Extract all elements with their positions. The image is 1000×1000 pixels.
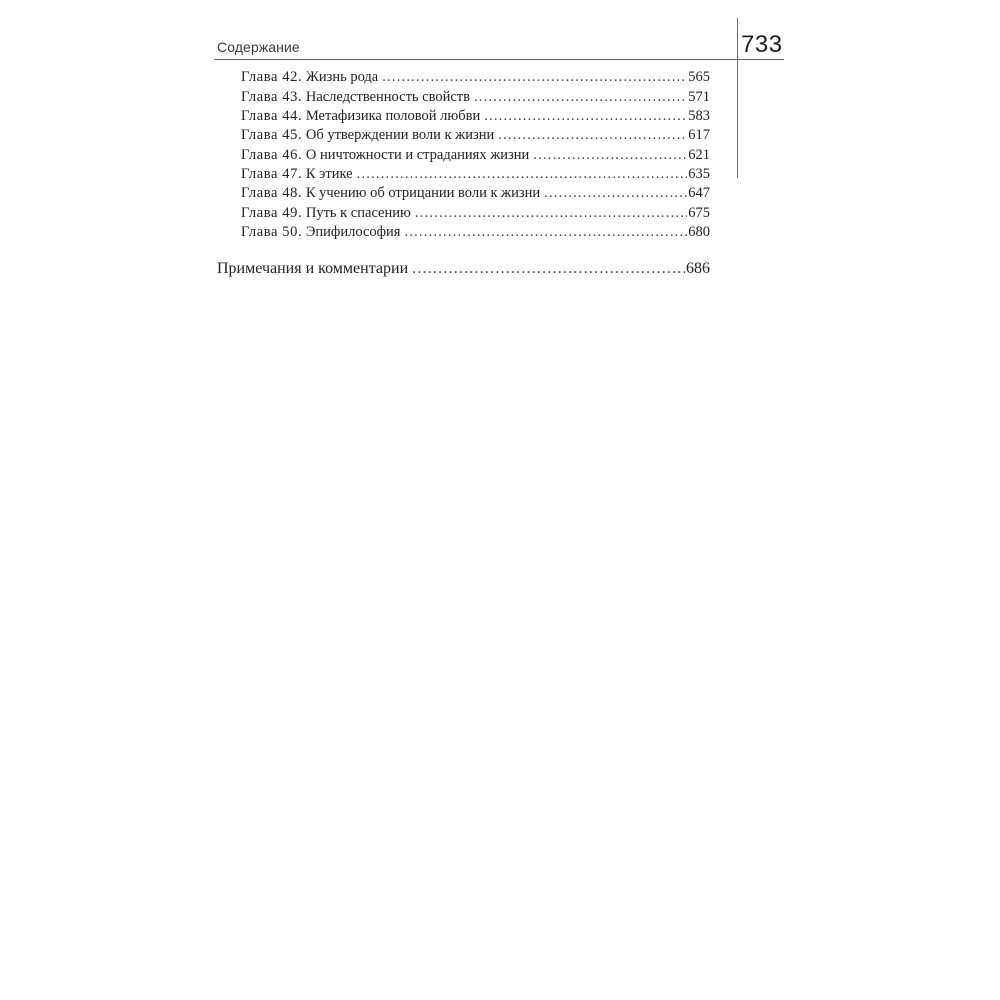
toc-entry-title: Жизнь рода bbox=[305, 69, 379, 85]
toc-entry-page: 680 bbox=[688, 224, 710, 240]
toc-entry-title: Метафизика половой любви bbox=[305, 108, 481, 124]
toc-entry-chapter-number: Глава 49. bbox=[241, 205, 303, 221]
toc-dot-leader bbox=[484, 108, 687, 125]
toc-entry-page: 686 bbox=[686, 260, 710, 277]
toc-entry-notes bbox=[217, 260, 710, 282]
toc-entry-chapter-50 bbox=[241, 224, 710, 243]
toc-entry-page: 583 bbox=[688, 108, 710, 124]
toc-entry-chapter-number: Глава 50. bbox=[241, 224, 303, 240]
toc-entry-chapter-number: Глава 48. bbox=[241, 185, 303, 201]
toc-dot-leader bbox=[382, 69, 687, 86]
toc-entry-chapter-46 bbox=[241, 147, 710, 166]
toc-dot-leader bbox=[498, 127, 687, 144]
running-head-section-title: Содержание bbox=[217, 39, 300, 55]
toc-entry-chapter-number: Глава 45. bbox=[241, 127, 303, 143]
toc-entry-page: 617 bbox=[688, 127, 710, 143]
toc-entry-page: 675 bbox=[688, 205, 710, 221]
toc-entry-title: Эпифилософия bbox=[305, 224, 401, 240]
toc-entry-title: К учению об отрицании воли к жизни bbox=[305, 185, 541, 201]
toc-dot-leader bbox=[474, 89, 687, 106]
toc-entry-chapter-45 bbox=[241, 127, 710, 146]
toc-entry-chapter-42 bbox=[241, 69, 710, 88]
page-number: 733 bbox=[741, 31, 783, 58]
toc-entry-chapter-43 bbox=[241, 89, 710, 108]
toc-entry-title: К этике bbox=[305, 166, 353, 182]
toc-dot-leader bbox=[544, 185, 687, 202]
toc-entry-chapter-number: Глава 42. bbox=[241, 69, 303, 85]
toc-entry-chapter-47 bbox=[241, 166, 710, 185]
toc-entry-page: 647 bbox=[688, 185, 710, 201]
toc-entry-page: 571 bbox=[688, 89, 710, 105]
toc-entry-title: Путь к спасению bbox=[305, 205, 411, 221]
toc-entry-chapter-48 bbox=[241, 185, 710, 204]
toc-dot-leader bbox=[404, 224, 687, 241]
toc-entry-page: 565 bbox=[688, 69, 710, 85]
toc-entry-chapter-49 bbox=[241, 205, 710, 224]
toc-entry-chapter-number: Глава 47. bbox=[241, 166, 303, 182]
toc-entry-title: Наследственность свойств bbox=[305, 89, 470, 105]
toc-entry-title: О ничтожности и страданиях жизни bbox=[305, 147, 530, 163]
toc-dot-leader bbox=[533, 147, 687, 164]
toc-entry-chapter-44 bbox=[241, 108, 710, 127]
toc-entry-chapter-number: Глава 43. bbox=[241, 89, 303, 105]
toc-entry-page: 635 bbox=[688, 166, 710, 182]
toc-entry-chapter-number: Глава 44. bbox=[241, 108, 303, 124]
toc-entry-chapter-number: Глава 46. bbox=[241, 147, 303, 163]
toc-entry-title: Примечания и комментарии bbox=[217, 260, 409, 277]
toc-entry-title: Об утверждении воли к жизни bbox=[305, 127, 495, 143]
toc-dot-leader bbox=[357, 166, 688, 183]
toc-dot-leader bbox=[415, 205, 687, 222]
toc-entry-page: 621 bbox=[688, 147, 710, 163]
toc-dot-leader bbox=[412, 260, 685, 278]
